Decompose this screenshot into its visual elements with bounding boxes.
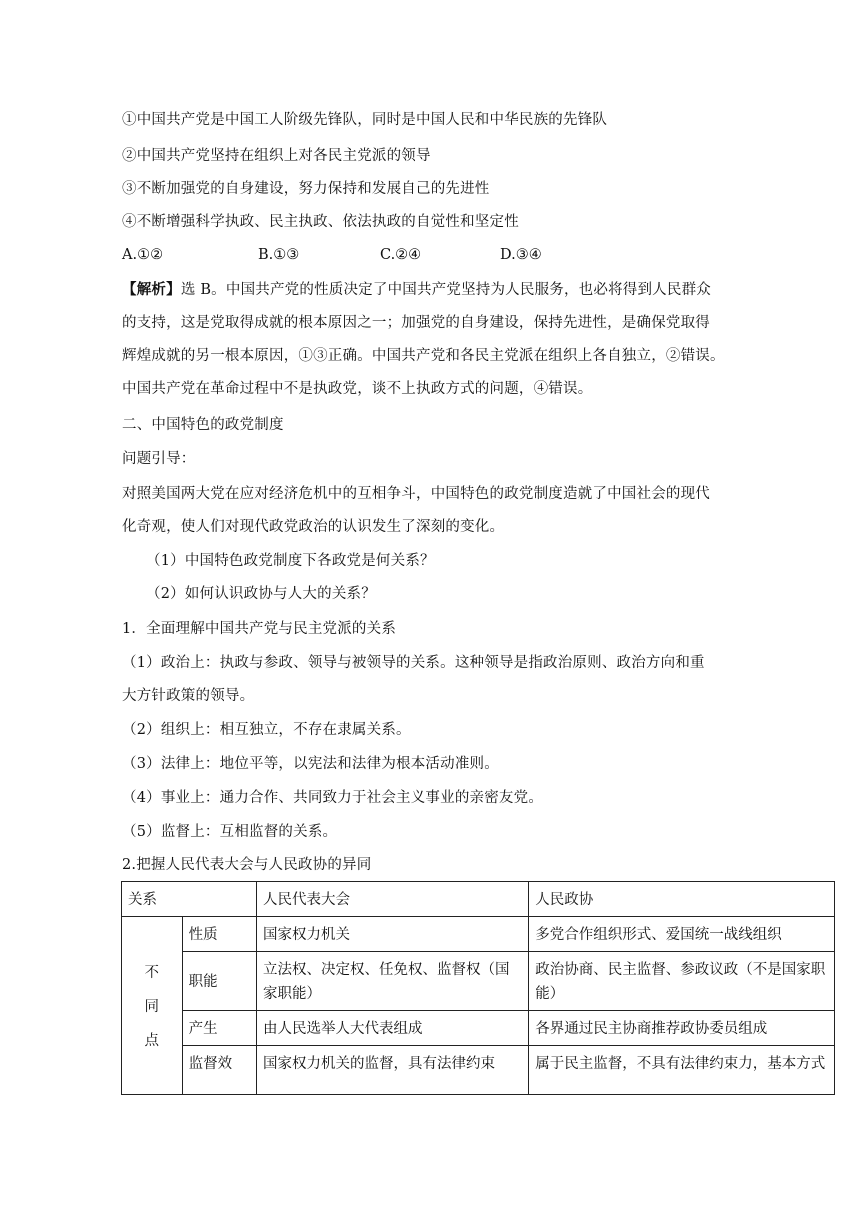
question-item-1: ①中国共产党是中国工人阶级先锋队，同时是中国人民和中华民族的先锋队: [122, 112, 608, 128]
table-row: [122, 1011, 835, 1046]
point1-item-3: （3）法律上：地位平等，以宪法和法律为根本活动准则。: [122, 756, 499, 772]
point2-title: 2.把握人民代表大会与人民政协的异同: [122, 857, 372, 873]
npc-cell: 国家权力机关: [257, 917, 529, 952]
guide-label: 问题引导：: [122, 451, 196, 467]
option-a: A.①②: [122, 247, 164, 263]
option-c: C.②④: [380, 247, 422, 263]
cppcc-cell: 属于民主监督，不具有法律约束力，基本方式: [529, 1046, 835, 1095]
npc-cell: 立法权、决定权、任免权、监督权（国家职能）: [257, 952, 529, 1011]
analysis-line-3: 辉煌成就的另一根本原因，①③正确。中国共产党和各民主党派在组织上各自独立，②错误。: [122, 348, 725, 364]
table-row: [122, 1046, 835, 1095]
analysis-line-4: 中国共产党在革命过程中不是执政党，谈不上执政方式的问题，④错误。: [122, 381, 593, 397]
question-item-4: ④不断增强科学执政、民主执政、依法执政的自觉性和坚定性: [122, 214, 519, 230]
option-d: D.③④: [500, 247, 542, 263]
header-relation: 关系: [122, 882, 257, 917]
point1-item-4: （4）事业上：通力合作、共同致力于社会主义事业的亲密友党。: [122, 790, 544, 806]
analysis-line-2: 的支持，这是党取得成就的根本原因之一；加强党的自身建设，保持先进性，是确保党取得: [122, 315, 710, 331]
point1-item-1-cont: 大方针政策的领导。: [122, 688, 255, 704]
question-item-3: ③不断加强党的自身建设，努力保持和发展自己的先进性: [122, 181, 490, 197]
aspect-cell: 产生: [182, 1011, 256, 1046]
point1-item-5: （5）监督上：互相监督的关系。: [122, 824, 338, 840]
aspect-cell: 监督效: [182, 1046, 256, 1095]
question-item-2: ②中国共产党坚持在组织上对各民主党派的领导: [122, 148, 431, 164]
option-b: B.①③: [258, 247, 300, 263]
point1-item-2: （2）组织上：相互独立，不存在隶属关系。: [122, 722, 411, 738]
guide-question-2: （2）如何认识政协与人大的关系？: [146, 586, 376, 602]
table-row: [122, 917, 835, 952]
guide-question-1: （1）中国特色政党制度下各政党是何关系？: [146, 553, 435, 569]
cppcc-cell: 政治协商、民主监督、参政议政（不是国家职能）: [529, 952, 835, 1011]
section-title: 二、中国特色的政党制度: [122, 417, 284, 433]
guide-line-2: 化奇观，使人们对现代政党政治的认识发生了深刻的变化。: [122, 519, 505, 535]
analysis-text: 选 B。中国共产党的性质决定了中国共产党坚持为人民服务，也必将得到人民群众: [180, 282, 711, 298]
group-label-differences: 不 同 点: [122, 917, 183, 1095]
comparison-table: [121, 881, 835, 1095]
header-npc: 人民代表大会: [257, 882, 529, 917]
cppcc-cell: 各界通过民主协商推荐政协委员组成: [529, 1011, 835, 1046]
aspect-cell: 职能: [182, 952, 256, 1011]
point1-item-1: （1）政治上：执政与参政、领导与被领导的关系。这种领导是指政治原则、政治方向和重: [122, 655, 705, 671]
analysis-line-1: [122, 280, 711, 300]
npc-cell: 国家权力机关的监督，具有法律约束: [257, 1046, 529, 1095]
cppcc-cell: 多党合作组织形式、爱国统一战线组织: [529, 917, 835, 952]
header-cppcc: 人民政协: [529, 882, 835, 917]
analysis-label: 【解析】: [122, 281, 181, 298]
table-row: [122, 952, 835, 1011]
guide-line-1: 对照美国两大党在应对经济危机中的互相争斗，中国特色的政党制度造就了中国社会的现代: [122, 486, 710, 502]
table-header-row: [122, 882, 835, 917]
point1-title: 1．全面理解中国共产党与民主党派的关系: [122, 621, 397, 637]
npc-cell: 由人民选举人大代表组成: [257, 1011, 529, 1046]
aspect-cell: 性质: [182, 917, 256, 952]
